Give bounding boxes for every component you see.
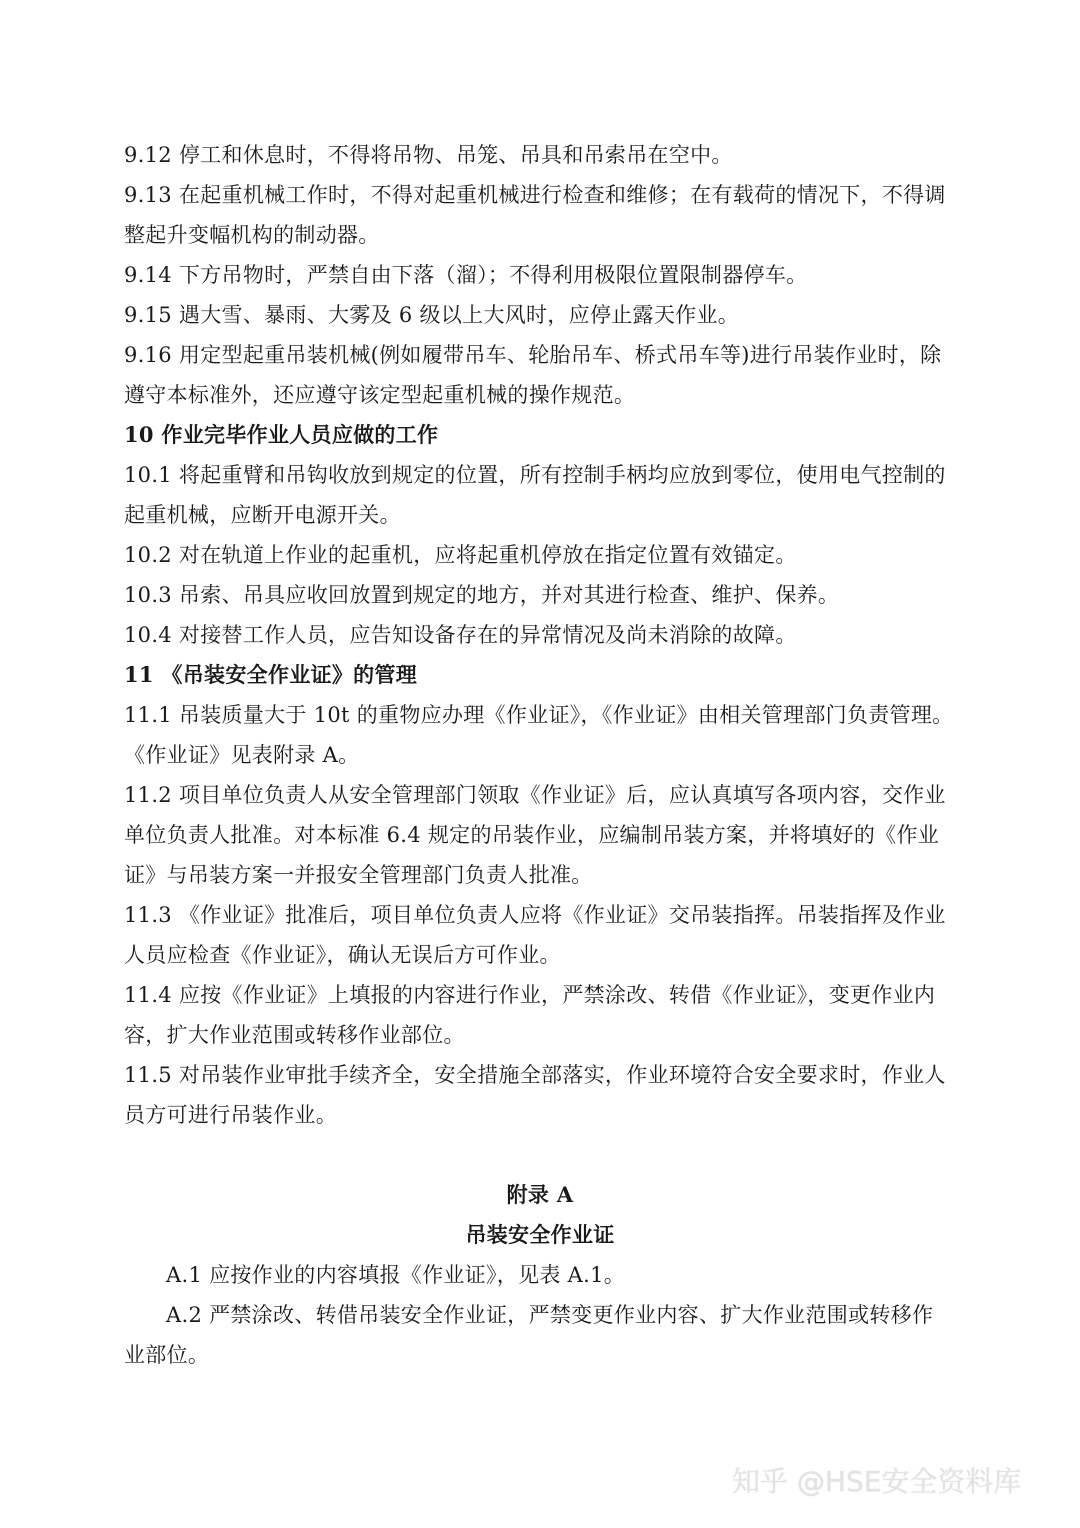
appendix-clause-a2: A.2 严禁涂改、转借吊装安全作业证，严禁变更作业内容、扩大作业范围或转移作 — [166, 1303, 934, 1327]
clause-11-1: 11.1 吊装质量大于 10t 的重物应办理《作业证》，《作业证》由相关管理部门负责管理。 — [124, 703, 954, 727]
clause-11-2-cont1: 单位负责人批准。对本标准 6.4 规定的吊装作业，应编制吊装方案，并将填好的《作业 — [124, 823, 940, 847]
clause-11-5-cont: 员方可进行吊装作业。 — [124, 1103, 337, 1127]
section-heading-10: 10 作业完毕作业人员应做的工作 — [124, 422, 439, 447]
clause-11-1-cont: 《作业证》见表附录 A。 — [124, 743, 360, 767]
clause-10-3: 10.3 吊索、吊具应收回放置到规定的地方，并对其进行检查、维护、保养。 — [124, 583, 840, 607]
clause-9-13-cont: 整起升变幅机构的制动器。 — [124, 223, 380, 247]
clause-11-3-cont: 人员应检查《作业证》，确认无误后方可作业。 — [124, 943, 561, 967]
appendix-title: 吊装安全作业证 — [465, 1222, 615, 1247]
clause-11-2: 11.2 项目单位负责人从安全管理部门领取《作业证》后，应认真填写各项内容，交作业 — [124, 783, 946, 807]
appendix-label: 附录 A — [506, 1182, 574, 1207]
clause-11-3: 11.3 《作业证》批准后，项目单位负责人应将《作业证》交吊装指挥。吊装指挥及作业 — [124, 903, 946, 927]
clause-9-16-cont: 遵守本标准外，还应遵守该定型起重机械的操作规范。 — [124, 383, 636, 407]
clause-9-13: 9.13 在起重机械工作时，不得对起重机械进行检查和维修；在有载荷的情况下，不得调 — [124, 183, 946, 207]
clause-10-1-cont: 起重机械，应断开电源开关。 — [124, 503, 401, 527]
clause-9-16: 9.16 用定型起重吊装机械(例如履带吊车、轮胎吊车、桥式吊车等)进行吊装作业时，除 — [124, 343, 942, 367]
clause-11-2-cont2: 证》与吊装方案一并报安全管理部门负责人批准。 — [124, 863, 593, 887]
zhihu-watermark: 知乎 @HSE安全资料库 — [732, 1465, 1022, 1498]
clause-9-15: 9.15 遇大雪、暴雨、大雾及 6 级以上大风时，应停止露天作业。 — [124, 303, 740, 327]
clause-9-12: 9.12 停工和休息时，不得将吊物、吊笼、吊具和吊索吊在空中。 — [124, 143, 733, 167]
clause-10-4: 10.4 对接替工作人员，应告知设备存在的异常情况及尚未消除的故障。 — [124, 623, 797, 647]
appendix-clause-a1: A.1 应按作业的内容填报《作业证》，见表 A.1。 — [166, 1263, 626, 1287]
clause-11-4: 11.4 应按《作业证》上填报的内容进行作业，严禁涂改、转借《作业证》，变更作业内 — [124, 983, 936, 1007]
clause-11-4-cont: 容，扩大作业范围或转移作业部位。 — [124, 1023, 465, 1047]
appendix-clause-a2-cont: 业部位。 — [124, 1343, 210, 1367]
clause-10-1: 10.1 将起重臂和吊钩收放到规定的位置，所有控制手柄均应放到零位，使用电气控制的 — [124, 463, 946, 487]
clause-10-2: 10.2 对在轨道上作业的起重机，应将起重机停放在指定位置有效锚定。 — [124, 543, 797, 567]
section-heading-11: 11 《吊装安全作业证》的管理 — [124, 662, 418, 687]
clause-9-14: 9.14 下方吊物时，严禁自由下落（溜）；不得利用极限位置限制器停车。 — [124, 263, 808, 287]
clause-11-5: 11.5 对吊装作业审批手续齐全，安全措施全部落实，作业环境符合安全要求时，作业人 — [124, 1063, 946, 1087]
